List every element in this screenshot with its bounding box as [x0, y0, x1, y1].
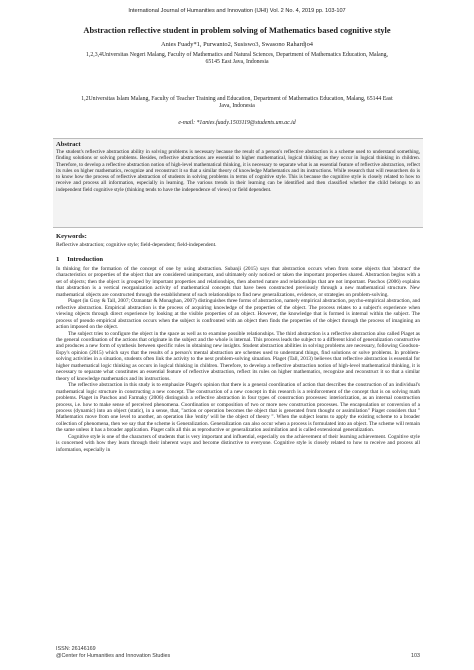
section-title: Introduction	[67, 256, 104, 263]
paragraph: In thinking for the formation of the concept of one by using abstraction. Subanji (2015) says that abstraction occurs when from some objects that 'abstract' the characteristics or properties of the object that are considered unimportant, and ultimately only noticed or taken the important properties shared. Abstraction begins with a set of objects; then the object is grouped by important properties and relationships, then aborted nature and relationships that are not important. Paschos (2006) explains that abstraction is a vertical reorganization activity of mathematical concepts that have been constructed previously through a new mathematical structure. New mathematical objects are constructed through the establishment of such relationships to find new generalizations, evidence, or strategies on problem-solving.	[56, 266, 420, 298]
paragraph: The reflective abstraction in this study is to emphasize Piaget's opinion that there is a general coordination of action that describes the construction of an individual's mathematical logic structure in constructing a new concept. The construction of a new concept in this research is a reinforcement of the concept that is on solving math problems. Piaget in Paschos and Farmaky (2006) distinguish a reflective abstraction in four types of construction processes: interiorization, as an internal construction process, i.e. how to make sense of perceived phenomena. Coordination or composition of two or more new construction processes. The encapsulation or conversion of a process (dynamic) into an object (static), in a sense, that, "action or operation becomes the object that is generated from thought or assimilation" Piaget considers that " Mathematics move from one level to another, an operation like 'entity' will be the object of theory ". When the subject learns to apply the existing scheme to a broader collection of phenomena, then we say that the scheme is Generalization. Generalization can also occur when a process is formulated into an object. The scheme will remain the same unless it has a broader application. Piaget calls all this as reproductive or generalization assimilation and is called extensional generalization.	[56, 382, 420, 434]
affiliation-line: 1,2,3,4Universitas Negeri Malang, Faculty of Mathematics and Natural Sciences, Department of Mathematics Education, Malang,	[86, 52, 388, 58]
issn: ISSN: 26146169	[56, 646, 96, 652]
author-list: Anies Fuady*1, Purwanto2, Susiswo3, Swasono Rahardjo4	[161, 41, 313, 48]
page-footer	[56, 646, 420, 660]
keywords-text: Reflective abstraction; cognitive style; field-dependent; field-independent.	[56, 242, 217, 248]
paragraph: Cognitive style is one of the characters of students that is very important and influential, especially on the achievement of their learning achievement. Cognitive style is concerned with how they learn through their inherent ways and become distinctive to everyone. Cognitive style is closely related to how to receive and process all information, especially in	[56, 433, 420, 453]
affiliation-line: 65145 East Java, Indonesia	[205, 59, 269, 65]
section-heading	[56, 256, 103, 263]
publisher: @Center for Humanities and Innovation Studies	[56, 653, 171, 659]
keywords-heading: Keywords:	[56, 233, 87, 240]
paragraph: The subject tries to configure the object in the space as well as to examine possible relationships. The third abstraction is a reflective abstraction also called Piaget as the general coordination of the actions that originate in the subject and the whole is internal. This process leads the subject to a different kind of generalization constructive and produces a new form of synthesis between specific rules in obtaining new insights. Student abstraction abilities in solving problems are necessary, following Goodson-Espy's opinion (2015) which says that the results of a person's mental abstraction are schemes used to understand things, find solutions or solve problems. In problem-solving activities in a situation, students often link the activity to the next problem-solving situation. Piaget (Tall, 2013) believes that reflective abstraction is essential for higher mathematical logic thinking as occurs in logical thinking in children. Therefore, to develop a reflective abstraction notion of high-level mathematical thinking, it is necessary to separate what constitutes an essential feature of reflective abstraction, reflect its rules on higher mathematics, recognize and reconstruct it so that a similar theory of knowledge mathematics and its instructions.	[56, 330, 420, 382]
body-text	[56, 266, 420, 453]
paper-title: Abstraction reflective student in problem solving of Mathematics based cognitive style	[83, 26, 391, 35]
journal-header: International Journal of Humanities and Innovation (IJHI) Vol. 2 No. 4, 2019 pp. 103-107	[128, 8, 346, 14]
abstract-heading: Abstract	[56, 141, 81, 148]
section-number: 1	[56, 256, 60, 263]
paragraph: Piaget (in Gray & Tall, 2007; Ozmantar & Monaghan, 2007) distinguishes three forms of abstraction, namely empirical abstraction, psycho-empirical abstraction, and reflective abstraction. Empirical abstraction is the process of acquiring knowledge of the properties of the object. The process relates to a subject's experience when viewing objects through direct experience by looking at the visible properties of an object. However, the knowledge that is formed is internal within the subject. The process of pseudo empirical abstraction occurs when the subject is confronted with an object then finds the properties of the object through the process of imagining an action imposed on the object.	[56, 298, 420, 331]
corresponding-email: e-mail: *1anies.fuady.1503119@students.um.ac.id	[178, 120, 296, 126]
affiliation-line: 1,2Universitas Islam Malang, Faculty of Teacher Training and Education, Department of Mathematics Education, Malang, 65144 East	[81, 96, 393, 102]
page-number: 103	[411, 653, 420, 659]
abstract-text: The student's reflective abstraction ability in solving problems is necessary because the result of a person's reflective abstraction is a scheme used to understand something, finding solutions or solving problems. Besides, reflective abstractions are essential to higher mathematical, logical thinking as they occur in logical thinking in children. Therefore, to develop a reflective abstraction notion of high-level mathematical thinking, it is necessary to separate what is an essential feature of reflective abstraction, reflect its rules on higher mathematics, recognize and reconstruct it so that a similar theory of knowledge Mathematics and its instructions. While research that will researchers do is to know how the process of reflective abstraction of students in solving problems in terms of cognitive style. This is because the cognitive style is closely related to how to receive and process all information, especially in learning. The various trends in their learning can be identified and then classified whether the child belongs to an independent field cognitive style (thinking tends to have the independence of views) or field dependent.	[56, 149, 420, 193]
affiliation-line: Java, Indonesia	[219, 103, 255, 109]
